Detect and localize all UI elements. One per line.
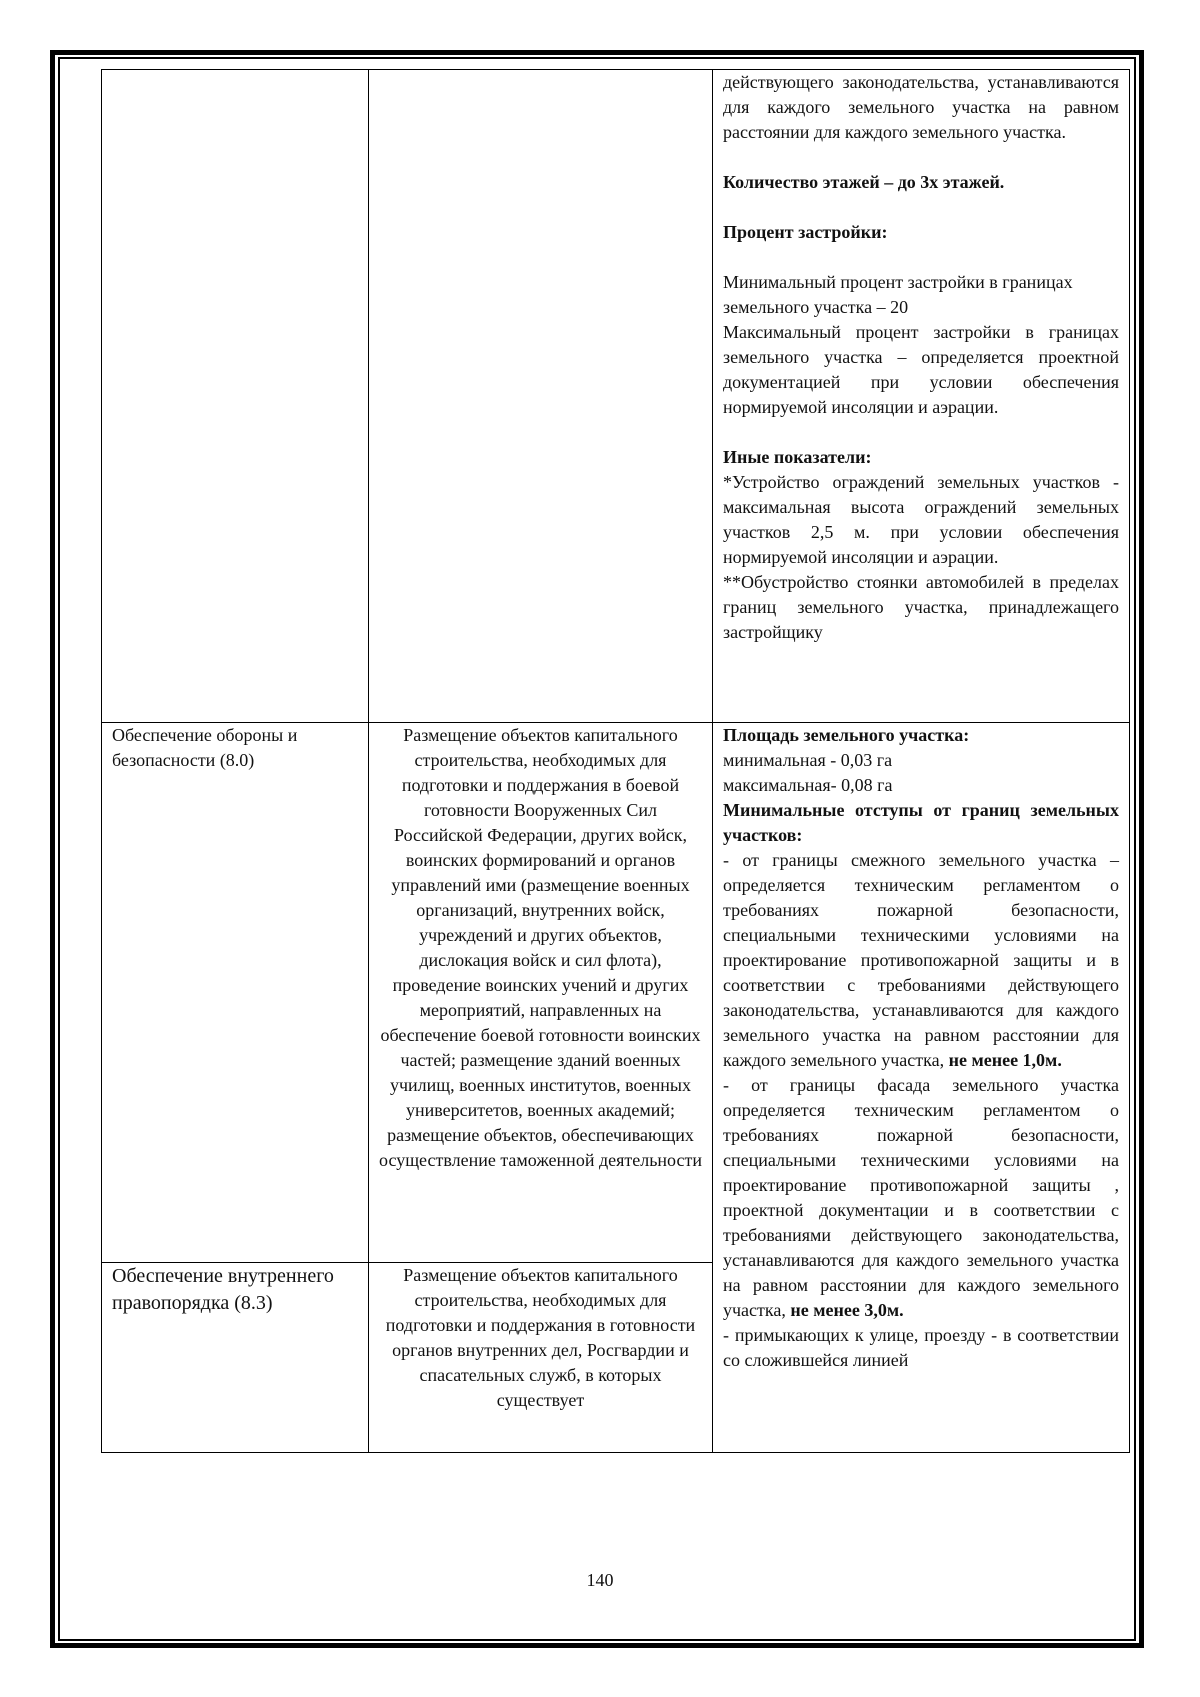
permitted-use-description: Размещение объектов капитального строительства, необходимых для подготовки и поддержания в боевой готовности Вооруженных Сил Российской Федерации, других войск, воинских формирований и органов управлений ими (размещение военных организаций, внутренних войск, учреждений и других объектов, дислокация войск и сил флота), проведение воинских учений и других мероприятий, направленных на обеспечение боевой готовности воинских частей; размещение зданий военных училищ, военных институтов, военных университетов, военных академий; размещение объектов, обеспечивающих осуществление таможенной деятельности — [379, 725, 702, 1170]
facade-setback — [723, 1073, 1119, 1323]
adjacent-setback-text: - от границы смежного земельного участка – определяется техническим регламентом о требованиях пожарной безопасности, специальными техническими условиями на проектирование противопожарной защиты и в соответствии с требованиями действующего законодательства, устанавливаются для каждого земельного участка на равном расстоянии для каждого земельного участка, — [723, 850, 1119, 1070]
permitted-use-description: Размещение объектов капитального строительства, необходимых для подготовки и поддержания в готовности органов внутренних дел, Росгвардии и спасательных служб, в которых существует — [385, 1265, 696, 1410]
max-building-percent: Максимальный процент застройки в границах земельного участка – определяется проектной документацией при условии обеспечения нормируемой инсоляции и аэрации. — [723, 322, 1119, 417]
facade-setback-value: не менее 3,0м. — [790, 1300, 904, 1320]
permitted-use-description-cell — [369, 70, 713, 723]
permitted-use-name-cell — [102, 70, 369, 723]
plot-area-max: максимальная- 0,08 га — [723, 775, 893, 795]
permitted-use-description-cell — [369, 1263, 713, 1453]
permitted-use-name-cell — [102, 1263, 369, 1453]
parameters-continued-text: действующего законодательства, устанавливаются для каждого земельного участка на равном расстоянии для каждого земельного участка. — [723, 72, 1119, 142]
page-number: 140 — [586, 1570, 614, 1590]
plot-area-heading: Площадь земельного участка: — [723, 725, 970, 745]
floors-count: Количество этажей – до 3х этажей. — [723, 172, 1005, 192]
regulations-table — [101, 69, 1130, 1453]
table-row — [102, 723, 1130, 1263]
other-indicators-heading: Иные показатели: — [723, 447, 872, 467]
fence-requirement: *Устройство ограждений земельных участков - максимальная высота ограждений земельных участков 2,5 м. при условии обеспечения нормируемой инсоляции и аэрации. — [723, 472, 1119, 567]
permitted-use-name-cell — [102, 723, 369, 1263]
facade-setback-text: - от границы фасада земельного участка определяется техническим регламентом о требованиях пожарной безопасности, специальными техническими условиями на проектирование противопожарной защиты , проектной документации и в соответствии с требованиями действующего законодательства, устанавливаются для каждого земельного участка на равном расстоянии для каждого земельного участка, — [723, 1075, 1119, 1320]
min-building-percent: Минимальный процент застройки в границах земельного участка – 20 — [723, 272, 1073, 317]
adjacent-setback — [723, 848, 1119, 1073]
parameters-cell — [713, 723, 1130, 1453]
permitted-use-name: Обеспечение обороны и безопасности (8.0) — [112, 725, 298, 770]
permitted-use-name: Обеспечение внутреннего правопорядка (8.3) — [112, 1265, 334, 1314]
adjacent-setback-value: не менее 1,0м. — [948, 1050, 1062, 1070]
permitted-use-description-cell — [369, 723, 713, 1263]
parking-requirement: **Обустройство стоянки автомобилей в пределах границ земельного участка, принадлежащего застройщику — [723, 572, 1119, 642]
setbacks-heading: Минимальные отступы от границ земельных участков: — [723, 800, 1119, 845]
parameters-cell — [713, 70, 1130, 723]
table-row — [102, 70, 1130, 723]
street-setback: - примыкающих к улице, проезду - в соответствии со сложившейся линией — [723, 1325, 1119, 1370]
plot-area-min: минимальная - 0,03 га — [723, 750, 893, 770]
building-percent-heading: Процент застройки: — [723, 222, 888, 242]
